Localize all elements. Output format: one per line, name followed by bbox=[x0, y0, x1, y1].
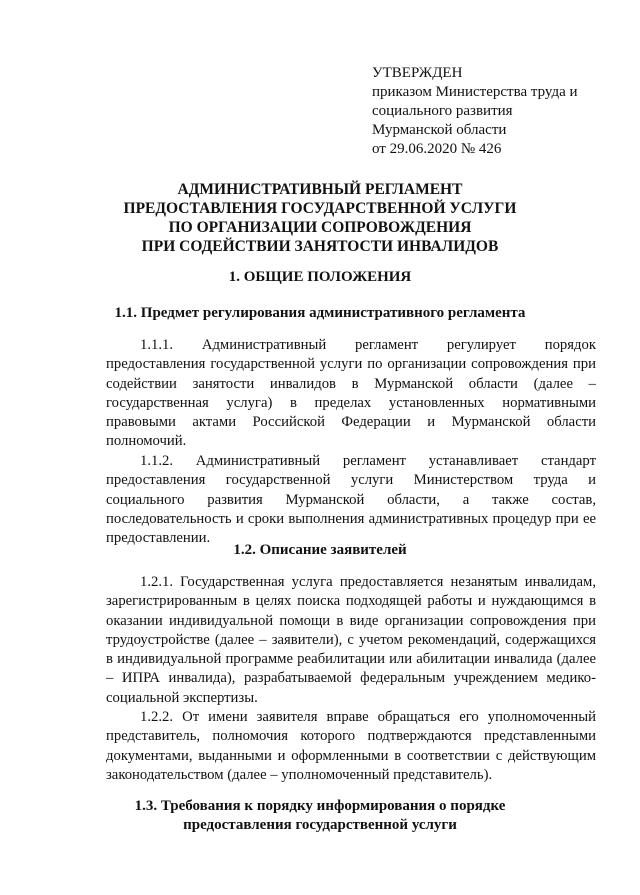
paragraph-line: 1.1.1. Административный регламент регулирует порядок bbox=[140, 337, 596, 353]
paragraph-line: социального развития Мурманской области, а также состав, bbox=[106, 491, 596, 508]
paragraph-line: трудоустройстве (далее – заявители), с учетом рекомендаций, содержащихся bbox=[106, 631, 596, 648]
paragraph-line: законодательством (далее – уполномоченный представитель). bbox=[106, 766, 493, 783]
paragraph-line: 1.2.1. Государственная услуга предоставляется незанятым инвалидам, bbox=[140, 574, 596, 590]
subsection-1-3-heading-line: 1.3. Требования к порядку информирования о порядке bbox=[134, 798, 506, 814]
paragraph-line: предоставления государственной услуги по организации сопровождения при bbox=[106, 356, 596, 373]
paragraph-1-2-2 bbox=[106, 708, 596, 785]
paragraph-1-1-1 bbox=[106, 336, 596, 452]
approval-line: Мурманской области bbox=[372, 122, 507, 138]
title-line: ПРЕДОСТАВЛЕНИЯ ГОСУДАРСТВЕННОЙ УСЛУГИ bbox=[123, 200, 517, 217]
paragraph-line: в индивидуальной программе реабилитации или абилитации инвалида (далее bbox=[106, 651, 596, 668]
subsection-1-2-heading: 1.2. Описание заявителей bbox=[233, 542, 407, 558]
document-title bbox=[60, 180, 580, 256]
title-line: АДМИНИСТРАТИВНЫЙ РЕГЛАМЕНТ bbox=[177, 181, 463, 198]
paragraph-line: оказании индивидуальной помощи в виде организации сопровождения при bbox=[106, 612, 596, 629]
subsection-heading bbox=[60, 304, 580, 323]
approval-stamp bbox=[372, 64, 622, 159]
section-heading bbox=[60, 268, 580, 287]
approval-line: социального развития bbox=[372, 103, 513, 119]
paragraph-line: зарегистрированным в целях поиска подходящей работы и нуждающимся в bbox=[106, 593, 596, 610]
subsection-heading bbox=[60, 541, 580, 560]
paragraph-line: предоставлении. bbox=[106, 530, 211, 547]
paragraph-line: государственная услуга) в пределах установленных нормативными bbox=[106, 394, 596, 411]
approval-line: от 29.06.2020 № 426 bbox=[372, 141, 502, 157]
paragraph-line: предоставления государственной услуги Министерством труда и bbox=[106, 472, 596, 489]
title-line: ПО ОРГАНИЗАЦИИ СОПРОВОЖДЕНИЯ bbox=[168, 219, 472, 236]
paragraph-1-2-1 bbox=[106, 573, 596, 708]
approval-line: УТВЕРЖДЕН bbox=[372, 65, 463, 81]
paragraph-line: представитель, полномочия которого подтверждаются представленными bbox=[106, 728, 596, 745]
paragraph-line: 1.2.2. От имени заявителя вправе обращаться его уполномоченный bbox=[140, 709, 596, 725]
paragraph-line: документами, выданными и оформленными в соответствии с действующим bbox=[106, 747, 596, 764]
subsection-heading bbox=[60, 797, 580, 835]
subsection-1-1-heading: 1.1. Предмет регулирования административного регламента bbox=[114, 305, 526, 321]
paragraph-line: социальной экспертизы. bbox=[106, 689, 258, 706]
paragraph-line: содействии занятости инвалидов в Мурманской области (далее – bbox=[106, 375, 596, 392]
approval-line: приказом Министерства труда и bbox=[372, 84, 578, 100]
subsection-1-3-heading-line: предоставления государственной услуги bbox=[183, 817, 457, 833]
paragraph-line: полномочий. bbox=[106, 433, 187, 450]
paragraph-line: 1.1.2. Административный регламент устанавливает стандарт bbox=[140, 453, 596, 469]
paragraph-line: – ИПРА инвалида), разрабатываемой федеральным учреждением медико- bbox=[106, 670, 596, 687]
paragraph-1-1-2 bbox=[106, 452, 596, 548]
section-1-heading: 1. ОБЩИЕ ПОЛОЖЕНИЯ bbox=[228, 269, 412, 285]
paragraph-line: правовыми актами Российской Федерации и Мурманской области bbox=[106, 414, 596, 431]
paragraph-line: последовательность и сроки выполнения административных процедур при ее bbox=[106, 510, 596, 527]
title-line: ПРИ СОДЕЙСТВИИ ЗАНЯТОСТИ ИНВАЛИДОВ bbox=[141, 238, 499, 255]
